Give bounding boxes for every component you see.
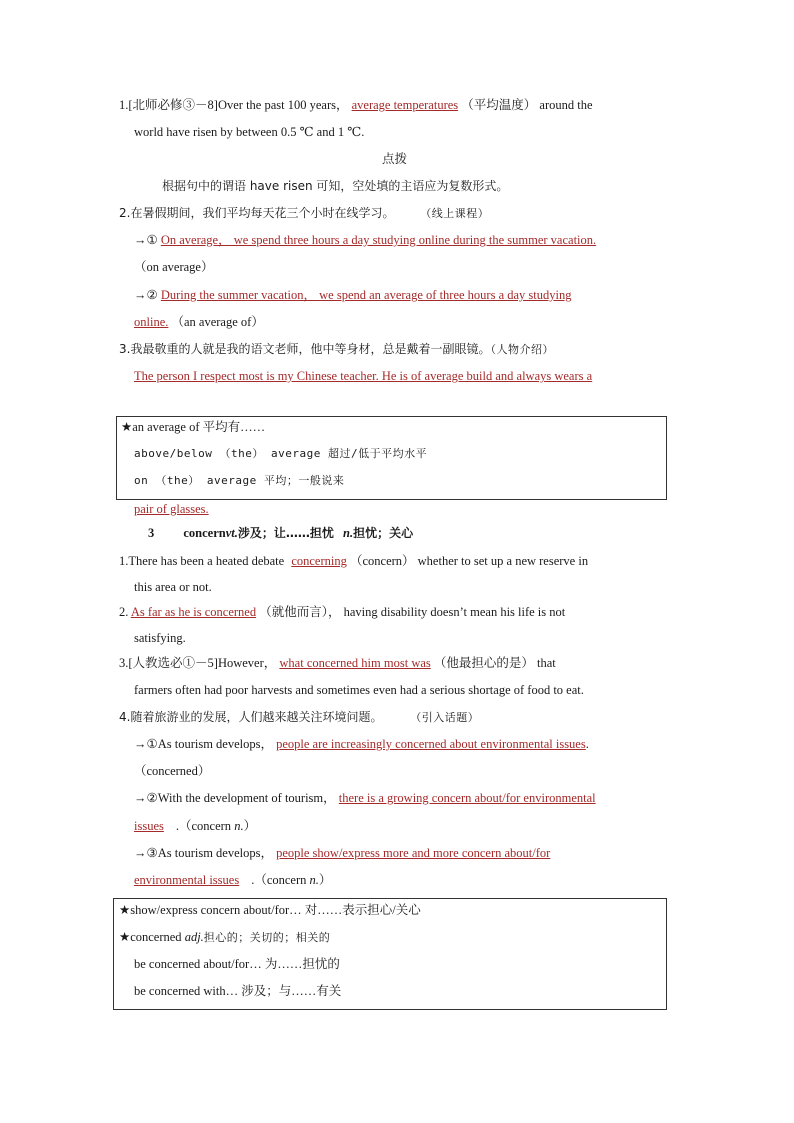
item3-answer xyxy=(134,368,592,384)
answer-blank: environmental issues xyxy=(134,873,240,887)
arrow-prefix: →① xyxy=(134,233,158,247)
vocab-word: concern xyxy=(183,526,226,540)
c3-line1: 3.[人教选必①－5]However， what concerned him most was （他最担心的是） that xyxy=(119,656,556,670)
topic-tag: （引入话题） xyxy=(410,711,480,724)
hint-text: （an average of） xyxy=(171,315,264,329)
topic-tag: （人物介绍） xyxy=(490,343,554,356)
source-tag: [北师必修③－8] xyxy=(128,98,218,112)
phrase-line: on （the） average 平均；一般说来 xyxy=(134,474,345,487)
answer-blank: people are increasingly concerned about environmental issues xyxy=(276,737,586,751)
vocab-meaning: 涉及；让……担忧 xyxy=(237,526,334,540)
item2-hint1: （on average） xyxy=(134,260,214,274)
sentence-text: However， xyxy=(217,656,277,670)
phrase-line: above/below （the） average 超过/低于平均水平 xyxy=(134,447,428,460)
c4-answer1: →①As tourism develops， people are increasingly concerned about environmental issues. xyxy=(134,737,589,751)
answer-blank: what concerned him most was xyxy=(279,656,431,670)
c1-line2: this area or not. xyxy=(134,580,212,594)
answer-blank: people show/express more and more concern about/for xyxy=(276,846,551,860)
sentence-text: having disability doesn’t mean his life is not xyxy=(343,605,566,619)
topic-tag: （线上课程） xyxy=(420,207,490,220)
item1-line1 xyxy=(119,97,593,113)
c4-answer2-cont: issues .（concern n.） xyxy=(134,819,257,833)
hint-text: （concern） xyxy=(349,554,415,568)
hint-text: （就他而言）， xyxy=(259,605,341,619)
hint-text: （他最担心的是） xyxy=(433,656,534,670)
item-number: 1. xyxy=(119,98,129,112)
arrow-prefix: →② xyxy=(134,288,158,302)
vocab-heading xyxy=(148,525,413,541)
chinese-prompt: 在暑假期间，我们平均每天花三个小时在线学习。 xyxy=(130,206,395,220)
source-tag: [人教选必①－5] xyxy=(128,656,218,670)
answer-blank: As far as he is concerned xyxy=(130,605,257,619)
answer-blank: pair of glasses. xyxy=(134,502,209,516)
c4-answer3: →③As tourism develops， people show/express more and more concern about/for xyxy=(134,846,551,860)
answer-blank: average temperatures xyxy=(351,98,459,112)
item2-question xyxy=(119,205,489,222)
item3-question xyxy=(119,341,554,358)
item-number: 3. xyxy=(119,342,131,356)
vocab-meaning: 担忧；关心 xyxy=(353,526,414,540)
c3-line2: farmers often had poor harvests and sometimes even had a serious shortage of food to eat. xyxy=(134,683,584,697)
sentence-text: Over the past 100 years， xyxy=(217,98,349,112)
vocab-number: 3 xyxy=(148,526,155,540)
hint-text: （平均温度） xyxy=(461,98,537,112)
phrase-line: ★show/express concern about/for… 对……表示担心/关心 xyxy=(119,903,421,917)
answer-blank: concerning xyxy=(291,554,347,568)
part-of-speech: vt. xyxy=(225,526,238,540)
phrase-line: be concerned with… 涉及；与……有关 xyxy=(134,984,342,998)
phrase-line: be concerned about/for… 为……担忧的 xyxy=(134,957,340,971)
phrase-line: ★an average of 平均有…… xyxy=(121,420,266,434)
answer-blank: there is a growing concern about/for environmental xyxy=(338,791,596,805)
c2-line2: satisfying. xyxy=(134,631,186,645)
chinese-prompt: 随着旅游业的发展，人们越来越关注环境问题。 xyxy=(130,710,383,724)
c4-answer3-cont: environmental issues .（concern n.） xyxy=(134,873,332,887)
phrase-line: ★concerned adj.担心的；关切的；相关的 xyxy=(119,930,331,944)
sentence-text: There has been a heated debate xyxy=(128,554,285,568)
part-of-speech: n. xyxy=(343,526,354,540)
answer-blank: During the summer vacation， we spend an average of three hours a day studying xyxy=(160,288,572,302)
answer-blank: online. xyxy=(134,315,169,329)
answer-blank: issues xyxy=(134,819,164,833)
c4-question: 4.随着旅游业的发展，人们越来越关注环境问题。 （引入话题） xyxy=(119,710,480,724)
c1-line1: 1.There has been a heated debate concerning （concern） whether to set up a new reserve in xyxy=(119,554,589,568)
answer-blank: On average， we spend three hours a day studying online during the summer vacation. xyxy=(160,233,597,247)
item1-line2: world have risen by between 0.5 ℃ and 1 ℃. xyxy=(134,125,365,139)
sentence-text: around the xyxy=(539,98,593,112)
c4-hint1: （concerned） xyxy=(134,764,211,778)
item2-answer2 xyxy=(134,287,571,303)
c2-line1: 2. As far as he is concerned （就他而言）， having disability doesn’t mean his life is not xyxy=(119,605,566,619)
answer-blank: The person I respect most is my Chinese teacher. He is of average build and always wears a xyxy=(134,369,593,383)
tip-title: 点拨 xyxy=(382,151,408,166)
item2-answer1 xyxy=(134,232,596,248)
sentence-text: whether to set up a new reserve in xyxy=(417,554,589,568)
item3-answer-cont xyxy=(134,501,209,517)
sentence-text: that xyxy=(537,656,556,670)
c4-answer2: →②With the development of tourism， there is a growing concern about/for environmental xyxy=(134,791,596,805)
item2-answer2-cont xyxy=(134,314,264,330)
item-number: 2. xyxy=(119,206,131,220)
chinese-prompt: 我最敬重的人就是我的语文老师，他中等身材，总是戴着一副眼镜。 xyxy=(130,342,491,356)
tip-text: 根据句中的谓语 have risen 可知，空处填的主语应为复数形式。 xyxy=(162,179,509,193)
